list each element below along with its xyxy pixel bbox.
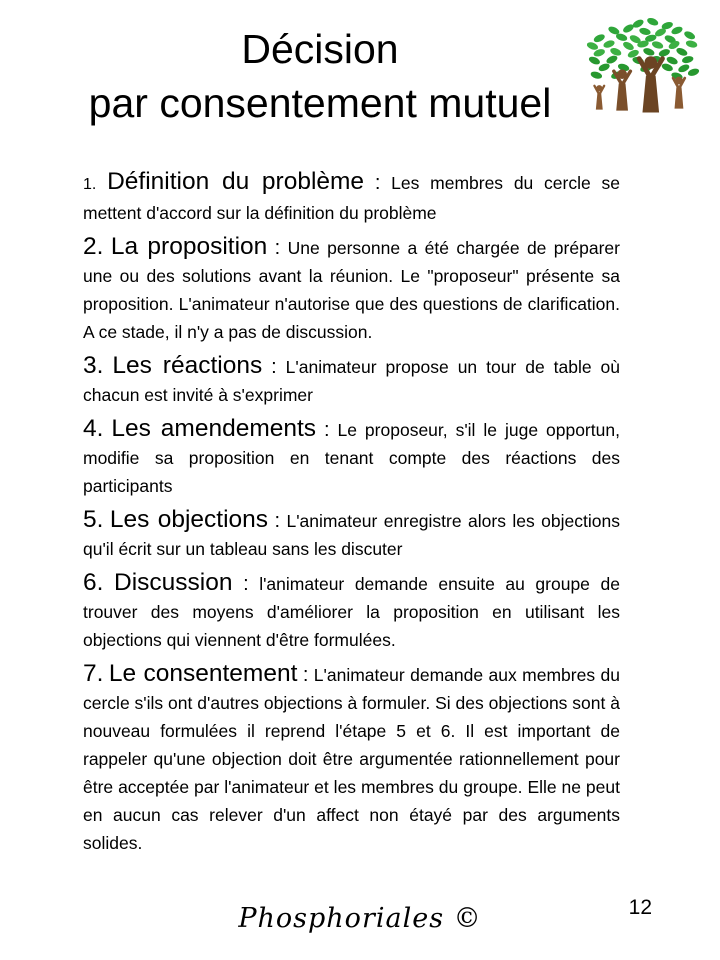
section-separator: : [271,356,277,378]
section-number: 7. [83,660,104,687]
section-paragraph-1 [83,168,620,227]
section-number: 5. [83,506,104,533]
section-heading: Les amendements [111,415,317,442]
section-body: l'animateur demande ensuite au groupe de trouver des moyens d'améliorer la proposition en utilisant les objections qui viennent d'être formulées. [83,574,620,650]
section-heading: Les objections [109,506,269,533]
section-heading: Définition du problème [107,168,365,195]
section-body: L'animateur enregistre alors les objections qu'il écrit sur un tableau sans les discuter [83,511,620,559]
section-number: 6. [83,569,104,596]
section-body: Une personne a été chargée de préparer une ou des solutions avant la réunion. Le "proposeur" présente sa proposition. L'animateur n'autorise que des questions de clarification. A ce stade, il n'y a pas de discussion. [83,238,620,342]
section-separator: : [324,419,330,441]
section-separator: : [374,172,381,194]
section-body: Les membres du cercle se mettent d'accord sur la définition du problème [83,173,620,223]
section-paragraph-6 [83,569,620,654]
page-title [0,22,640,130]
section-body: L'animateur propose un tour de table où chacun est invité à s'exprimer [83,357,620,405]
section-separator: : [274,510,281,532]
section-body: Le proposeur, s'il le juge opportun, modifie sa proposition en tenant compte des réactions des participants [83,420,620,496]
section-number: 4. [83,415,104,442]
section-separator: : [302,664,309,686]
section-heading: Discussion [114,569,233,596]
slide-body [83,168,620,863]
section-number: 1. [83,176,97,193]
section-separator: : [243,573,249,595]
section-number: 3. [83,352,104,379]
page-number: 12 [628,896,652,919]
title-line-2: par consentement mutuel [88,80,552,126]
section-heading: Les réactions [112,352,263,379]
section-paragraph-3 [83,352,620,409]
section-paragraph-4 [83,415,620,500]
title-line-1: Décision [241,26,399,72]
section-heading: Le consentement [108,660,298,687]
section-paragraph-7 [83,660,620,857]
section-number: 2. [83,233,104,260]
section-heading: La proposition [110,233,268,260]
section-paragraph-2 [83,233,620,346]
people-trees-logo-icon [584,12,702,114]
footer-credit: Phosphoriales © [238,903,482,934]
section-body: L'animateur demande aux membres du cercle s'ils ont d'autres objections à formuler. Si des objections sont à nouveau formulées il reprend l'étape 5 et 6. Il est important de rappeler qu'une objection doit être argumentée rationnellement pour être acceptée par l'animateur et les membres du groupe. Elle ne peut en aucun cas relever d'un affect non étayé par des arguments solides. [83,665,620,853]
section-paragraph-5 [83,506,620,563]
section-separator: : [274,237,281,259]
